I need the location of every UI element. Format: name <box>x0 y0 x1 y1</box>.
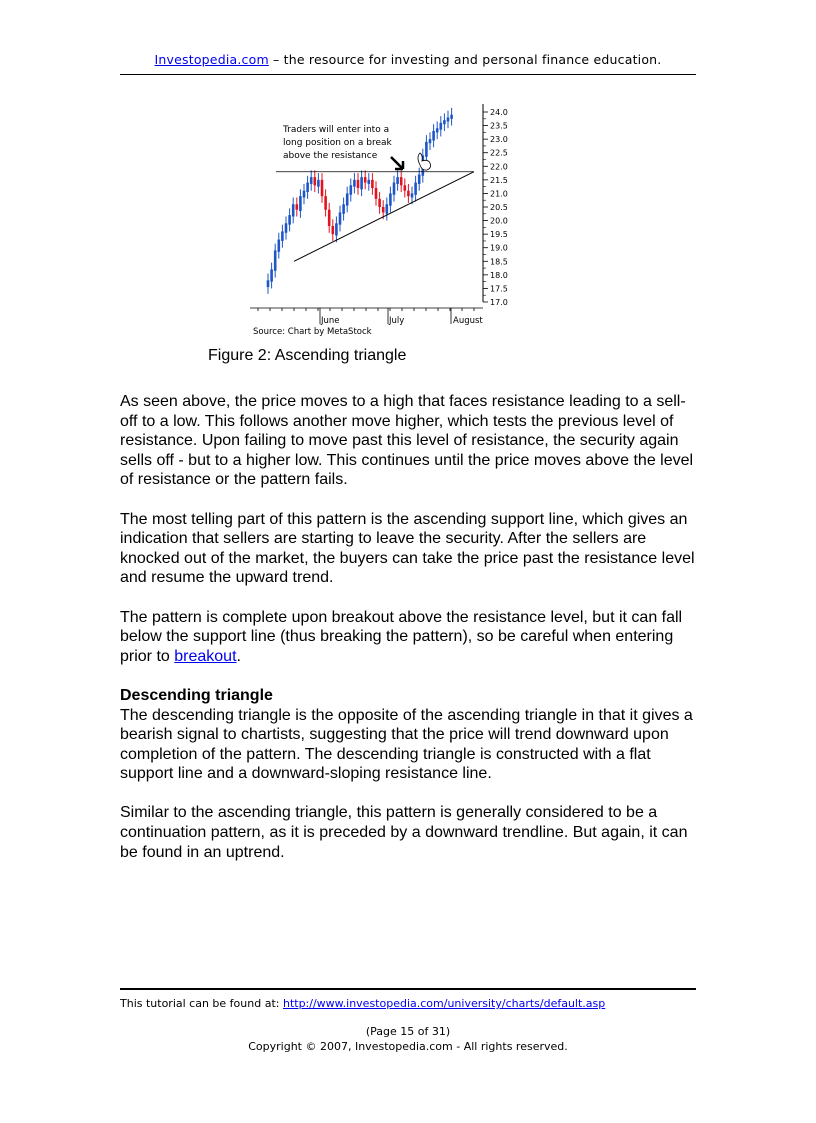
candle-up <box>436 128 439 132</box>
candles-group <box>267 108 453 294</box>
candle-up <box>418 174 421 184</box>
candle-up <box>368 180 371 184</box>
y-tick-label: 23.5 <box>490 121 508 131</box>
y-tick-label: 18.0 <box>490 270 508 280</box>
y-tick-label: 24.0 <box>490 108 508 117</box>
footer-tutorial-line: This tutorial can be found at: http://www.investopedia.com/university/charts/default.asp <box>120 997 606 1010</box>
y-tick-label: 23.0 <box>490 135 508 145</box>
candle-down <box>296 204 299 209</box>
y-tick-label: 19.5 <box>490 230 508 240</box>
candle-up <box>346 193 349 205</box>
x-label-july: July <box>389 316 405 326</box>
candle-up <box>450 115 453 119</box>
candle-up <box>335 223 338 235</box>
candle-down <box>375 188 378 199</box>
paragraph-5: Similar to the ascending triangle, this pattern is generally considered to be a continuation pattern, as it is preceded by a downward trendline. But again, it can be found in an uptrend. <box>120 804 688 861</box>
candle-up <box>267 280 270 287</box>
candle-up <box>447 117 450 121</box>
candle-up <box>270 269 273 281</box>
figure-caption: Figure 2: Ascending triangle <box>208 347 407 364</box>
footer-rule <box>120 988 696 990</box>
candle-down <box>328 210 331 226</box>
candle-up <box>339 212 342 224</box>
candle-down <box>404 185 407 190</box>
y-tick-label: 20.5 <box>490 203 508 212</box>
paragraph-1: As seen above, the price moves to a high that faces resistance leading to a sell-off to a low. This follows another move higher, which tests the previous level of resistance. Upon failing to move past this level of resistance, the security again sells off - but to a higher low. This continues until the price moves above the level of resistance or the pattern fails. <box>120 393 694 489</box>
candle-up <box>429 139 432 143</box>
y-tick-label: 20.0 <box>490 216 508 226</box>
candle-down <box>371 180 374 188</box>
page-number: (Page 15 of 31) <box>365 1025 451 1038</box>
candle-up <box>353 180 356 187</box>
candle-up <box>310 177 313 184</box>
candle-down <box>400 177 403 185</box>
candle-up <box>303 191 306 198</box>
annotation-line-2: long position on a break <box>283 138 392 148</box>
y-tick-label: 17.0 <box>490 298 508 307</box>
y-tick-label: 22.0 <box>490 162 508 172</box>
candle-up <box>292 204 295 216</box>
x-axis-ticks <box>258 308 474 311</box>
candle-up <box>285 223 288 233</box>
copyright: Copyright © 2007, Investopedia.com - All rights reserved. <box>248 1040 568 1053</box>
candle-up <box>317 180 320 187</box>
header-tagline: – the resource for investing and personal finance education. <box>268 52 662 67</box>
candle-down <box>332 226 335 234</box>
y-tick-label: 22.5 <box>490 148 508 158</box>
article-body <box>120 392 700 882</box>
candle-down <box>364 177 367 182</box>
ascending-triangle-chart <box>250 102 508 340</box>
candle-down <box>357 180 360 188</box>
candle-down <box>324 196 327 210</box>
y-tick-label: 21.5 <box>490 175 508 185</box>
annotation-line-3: above the resistance <box>283 151 378 161</box>
candle-up <box>350 185 353 195</box>
candle-up <box>299 196 302 211</box>
candle-up <box>306 183 309 193</box>
candle-up <box>432 131 435 141</box>
candle-up <box>393 183 396 195</box>
tutorial-url-link[interactable]: http://www.investopedia.com/university/charts/default.asp <box>282 997 606 1010</box>
candle-up <box>360 177 363 189</box>
chart-svg <box>250 102 508 340</box>
investopedia-link[interactable]: Investopedia.com <box>154 52 269 67</box>
candle-up <box>396 177 399 184</box>
y-tick-label: 21.0 <box>490 189 508 199</box>
breakout-link[interactable]: breakout <box>174 647 237 665</box>
header-rule <box>120 74 696 75</box>
footer-page-info <box>120 1024 696 1054</box>
candle-up <box>288 215 291 225</box>
candle-up <box>425 142 428 157</box>
paragraph-3: The pattern is complete upon breakout above the resistance level, but it can fall below the support line (thus breaking the pattern), so be careful when entering prior to breakout. <box>120 608 683 665</box>
candle-up <box>414 183 417 195</box>
y-tick-label: 19.0 <box>490 243 508 253</box>
paragraph-2: The most telling part of this pattern is the ascending support line, which gives an indication that sellers are starting to leave the security. After the sellers are knocked out of the market, the buyers can take the price past the resistance level and resume the upward trend. <box>120 510 695 587</box>
y-tick-label: 18.5 <box>490 257 508 267</box>
chart-source: Source: Chart by MetaStock <box>253 327 372 337</box>
candle-up <box>386 204 389 214</box>
candle-up <box>443 120 446 124</box>
candle-down <box>321 180 324 196</box>
arrow-icon <box>391 157 403 169</box>
candle-up <box>440 123 443 130</box>
candle-down <box>382 207 385 212</box>
candle-up <box>411 193 414 197</box>
paragraph-4: The descending triangle is the opposite of the ascending triangle in that it gives a bearish signal to chartists, suggesting that the price will trend downward upon completion of the pattern. The descending triangle is constructed with a flat support line and a downward-sloping resistance line. <box>120 706 693 783</box>
candle-up <box>389 193 392 205</box>
candle-down <box>407 191 410 196</box>
x-label-june: June <box>321 316 340 326</box>
hand-icon <box>418 153 431 170</box>
y-tick-label: 17.5 <box>490 284 508 294</box>
candle-up <box>278 240 281 252</box>
x-label-august: August <box>453 316 483 326</box>
y-axis-ticks <box>483 108 508 307</box>
candle-up <box>274 250 277 270</box>
descending-triangle-heading: Descending triangle <box>120 686 273 704</box>
candle-down <box>378 199 381 207</box>
candle-up <box>281 231 284 241</box>
candle-up <box>342 204 345 214</box>
page-header <box>120 52 696 67</box>
annotation-line-1: Traders will enter into a <box>283 125 390 135</box>
candle-down <box>314 177 317 185</box>
